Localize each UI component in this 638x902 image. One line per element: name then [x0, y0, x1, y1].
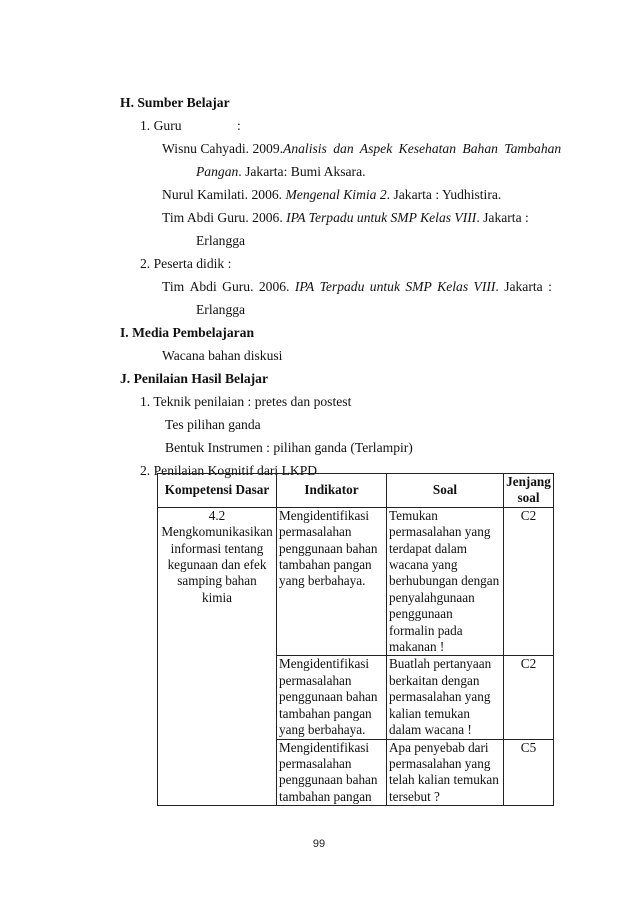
- ref4-w3: Guru.: [222, 279, 254, 294]
- reference-3-publisher: Erlangga: [196, 233, 246, 248]
- indikator-cell: [277, 507, 387, 656]
- bentuk-instrumen: Bentuk Instrumen : pilihan ganda (Terlampir): [165, 440, 413, 455]
- soal-line: tersebut ?: [389, 788, 440, 804]
- soal-line: Buatlah pertanyaan: [389, 656, 492, 672]
- tes-pilihan-ganda: Tes pilihan ganda: [165, 417, 261, 432]
- reference-2-title: Mengenal Kimia 2: [285, 187, 387, 202]
- soal-line: penggunaan: [389, 606, 453, 622]
- header-indikator: Indikator: [277, 474, 387, 508]
- kompetensi-dasar-line: Mengkomunikasikan: [161, 524, 273, 540]
- guru-colon: :: [237, 118, 241, 133]
- assessment-table: [157, 473, 554, 806]
- header-kompetensi-dasar: Kompetensi Dasar: [158, 474, 277, 508]
- indikator-line: permasalahan: [279, 672, 352, 688]
- indikator-line: penggunaan bahan: [279, 540, 378, 556]
- kompetensi-dasar-line: 4.2: [208, 507, 226, 523]
- ref4-w7: :: [548, 279, 552, 294]
- ref4-t3: untuk: [369, 279, 400, 294]
- soal-line: berhubungan dengan: [389, 573, 500, 589]
- reference-2-publisher: . Jakarta : Yudhistira.: [386, 187, 502, 202]
- jenjang-cell: C2: [504, 507, 554, 656]
- reference-1: [162, 140, 562, 157]
- reference-3-author: Tim Abdi Guru. 2006.: [162, 210, 287, 225]
- reference-1-title: Analisis dan Aspek Kesehatan Bahan Tambahan: [283, 141, 562, 156]
- ref4-w1: Tim: [162, 279, 185, 294]
- ref4-t6: VIII: [473, 279, 496, 294]
- table-header-row: [158, 474, 554, 508]
- soal-line: Temukan: [389, 507, 438, 523]
- header-soal: Soal: [387, 474, 504, 508]
- indikator-cell: [277, 656, 387, 739]
- kompetensi-dasar-cell: [158, 507, 277, 805]
- soal-cell: [387, 656, 504, 739]
- soal-line: makanan !: [389, 639, 445, 655]
- indikator-line: Mengidentifikasi: [279, 507, 370, 523]
- soal-line: berkaitan dengan: [389, 672, 480, 688]
- ref4-w6: Jakarta: [504, 279, 543, 294]
- indikator-line: tambahan pangan: [279, 705, 372, 721]
- indikator-cell: [277, 739, 387, 806]
- soal-cell: [387, 739, 504, 806]
- ref4-t5: Kelas: [437, 279, 469, 294]
- ref4-w2: Abdi: [189, 279, 217, 294]
- reference-2-author: Nurul Kamilati. 2006.: [162, 187, 286, 202]
- table-row: [158, 507, 554, 656]
- ref4-t1: IPA: [294, 279, 315, 294]
- indikator-line: penggunaan bahan: [279, 772, 378, 788]
- ref4-w5: .: [495, 279, 499, 294]
- soal-line: formalin pada: [389, 622, 463, 638]
- ref4-t4: SMP: [405, 279, 432, 294]
- soal-line: Apa penyebab dari: [389, 739, 489, 755]
- header-jenjang-line2: soal: [517, 490, 540, 506]
- section-i-title: I. Media Pembelajaran: [120, 325, 255, 340]
- reference-4: [162, 278, 552, 295]
- reference-4-publisher: Erlangga: [196, 302, 246, 317]
- reference-3-title: IPA Terpadu untuk SMP Kelas VIII: [286, 210, 477, 225]
- reference-3: [162, 209, 529, 226]
- soal-line: permasalahan yang: [389, 689, 491, 705]
- soal-cell: [387, 507, 504, 656]
- ref4-w4: 2006.: [258, 279, 290, 294]
- reference-2: [162, 186, 501, 203]
- header-jenjang-soal: [504, 474, 554, 508]
- indikator-line: Mengidentifikasi: [279, 739, 370, 755]
- ref4-t2: Terpadu: [319, 279, 365, 294]
- reference-1-publisher: . Jakarta: Bumi Aksara.: [238, 164, 366, 179]
- page-number: 99: [312, 838, 326, 850]
- penilaian-kognitif: 2. Penilaian Kognitif dari LKPD: [140, 463, 318, 478]
- reference-1-cont: [196, 163, 366, 180]
- jenjang-cell: C5: [504, 739, 554, 806]
- soal-line: telah kalian temukan: [389, 772, 499, 788]
- kompetensi-dasar-line: kegunaan dan efek: [167, 557, 267, 573]
- header-jenjang-line1: Jenjang: [506, 474, 551, 489]
- jenjang-cell: C2: [504, 656, 554, 739]
- soal-line: kalian temukan: [389, 705, 470, 721]
- soal-line: wacana yang: [389, 557, 458, 573]
- teknik-penilaian: 1. Teknik penilaian : pretes dan postest: [140, 394, 352, 409]
- kompetensi-dasar-line: kimia: [201, 589, 233, 605]
- soal-line: permasalahan yang: [389, 755, 491, 771]
- indikator-line: tambahan pangan: [279, 788, 372, 804]
- reference-3-place: . Jakarta :: [476, 210, 529, 225]
- indikator-line: penggunaan bahan: [279, 689, 378, 705]
- indikator-line: yang berbahaya.: [279, 722, 366, 738]
- indikator-line: tambahan pangan: [279, 557, 372, 573]
- section-j-title: J. Penilaian Hasil Belajar: [120, 371, 269, 386]
- indikator-line: yang berbahaya.: [279, 573, 366, 589]
- soal-line: permasalahan yang: [389, 524, 491, 540]
- reference-1-title-cont: Pangan: [196, 164, 239, 179]
- section-h-title: H. Sumber Belajar: [120, 95, 230, 110]
- media-text: Wacana bahan diskusi: [162, 348, 283, 363]
- guru-label: 1. Guru: [140, 118, 182, 133]
- reference-1-author: Wisnu Cahyadi. 2009.: [162, 141, 284, 156]
- soal-line: dalam wacana !: [389, 722, 472, 738]
- indikator-line: permasalahan: [279, 755, 352, 771]
- soal-line: terdapat dalam: [389, 540, 467, 556]
- indikator-line: Mengidentifikasi: [279, 656, 370, 672]
- indikator-line: permasalahan: [279, 524, 352, 540]
- kompetensi-dasar-line: samping bahan: [177, 573, 257, 589]
- kompetensi-dasar-line: informasi tentang: [170, 540, 264, 556]
- peserta-didik-label: 2. Peserta didik :: [140, 256, 232, 271]
- soal-line: penyalahgunaan: [389, 589, 475, 605]
